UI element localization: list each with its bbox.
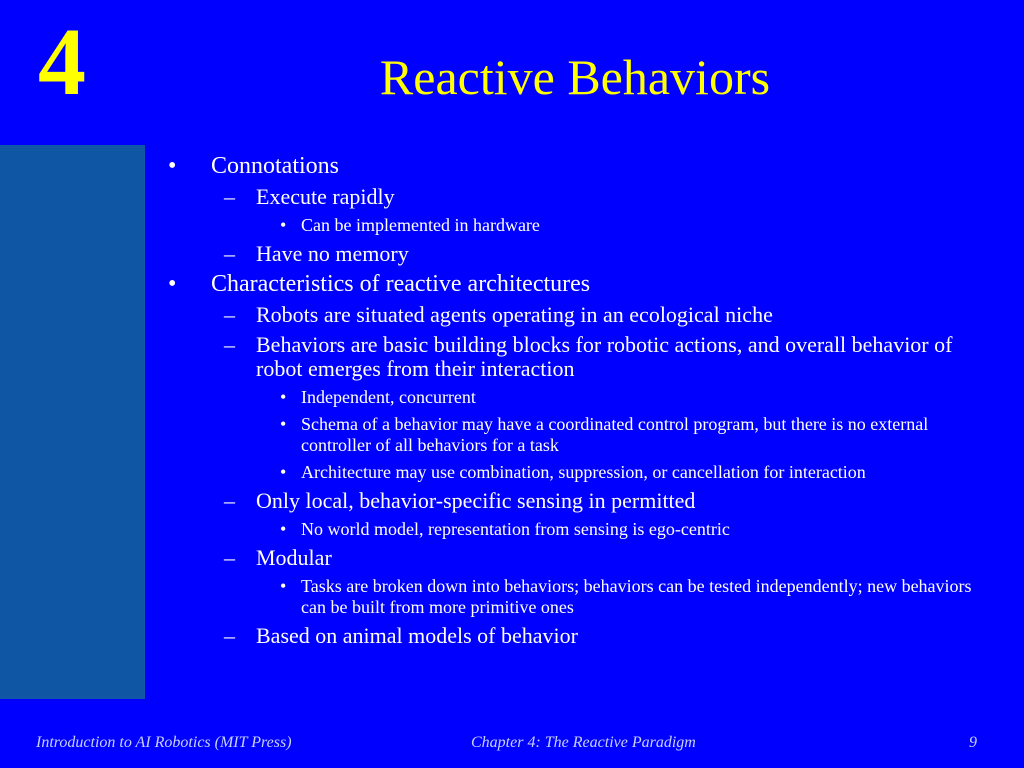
bullet-item-level-3 xyxy=(168,519,978,540)
bullet-text: Behaviors are basic building blocks for robotic actions, and overall behavior of robot emerges from their interaction xyxy=(256,332,953,381)
bullet-marker: • xyxy=(280,414,287,434)
dash-marker: – xyxy=(224,623,235,648)
bullet-item-level-2 xyxy=(168,303,978,327)
bullet-text: Characteristics of reactive architectures xyxy=(211,271,591,297)
bullet-marker: • xyxy=(280,462,287,482)
bullet-marker: • xyxy=(280,519,287,539)
bullet-text: Connotations xyxy=(211,153,340,179)
bullet-text: Have no memory xyxy=(256,241,409,266)
bullet-item-level-3 xyxy=(168,576,978,618)
bullet-text: Independent, concurrent xyxy=(301,387,476,407)
dash-marker: – xyxy=(224,332,235,357)
footer-course-title: Introduction to AI Robotics (MIT Press) xyxy=(36,734,292,751)
side-panel xyxy=(0,145,145,699)
bullet-item-level-3 xyxy=(168,462,978,483)
bullet-item-level-2 xyxy=(168,624,978,648)
bullet-text: Execute rapidly xyxy=(256,184,395,209)
bullet-text: No world model, representation from sensing is ego-centric xyxy=(301,519,730,539)
dash-marker: – xyxy=(224,241,235,266)
bullet-item-level-2 xyxy=(168,489,978,513)
bullet-marker: • xyxy=(168,153,177,179)
bullet-text: Based on animal models of behavior xyxy=(256,623,578,648)
bullet-text: Can be implemented in hardware xyxy=(301,215,540,235)
bullet-item-level-2 xyxy=(168,185,978,209)
chapter-number: 4 xyxy=(38,8,86,115)
bullet-marker: • xyxy=(280,387,287,407)
bullet-item-level-3 xyxy=(168,215,978,236)
bullet-text: Modular xyxy=(256,545,332,570)
bullet-text: Schema of a behavior may have a coordinated control program, but there is no external controller of all behaviors for a task xyxy=(301,414,929,455)
bullet-item-level-1 xyxy=(168,271,978,297)
bullet-text: Tasks are broken down into behaviors; behaviors can be tested independently; new behaviors can be built from more primitive ones xyxy=(301,576,972,617)
bullet-item-level-2 xyxy=(168,333,978,381)
dash-marker: – xyxy=(224,488,235,513)
bullet-item-level-3 xyxy=(168,387,978,408)
bullet-list xyxy=(168,148,978,648)
bullet-item-level-2 xyxy=(168,546,978,570)
dash-marker: – xyxy=(224,184,235,209)
bullet-item-level-2 xyxy=(168,242,978,266)
dash-marker: – xyxy=(224,302,235,327)
bullet-item-level-3 xyxy=(168,414,978,456)
bullet-text: Architecture may use combination, suppression, or cancellation for interaction xyxy=(301,462,866,482)
bullet-marker: • xyxy=(280,576,287,596)
bullet-marker: • xyxy=(280,215,287,235)
bullet-text: Only local, behavior-specific sensing in permitted xyxy=(256,488,696,513)
bullet-marker: • xyxy=(168,271,177,297)
footer-chapter-title: Chapter 4: The Reactive Paradigm xyxy=(471,734,696,751)
slide-title: Reactive Behaviors xyxy=(379,49,771,105)
footer-page-number: 9 xyxy=(969,734,977,751)
bullet-item-level-1 xyxy=(168,153,978,179)
dash-marker: – xyxy=(224,545,235,570)
bullet-text: Robots are situated agents operating in an ecological niche xyxy=(256,302,773,327)
